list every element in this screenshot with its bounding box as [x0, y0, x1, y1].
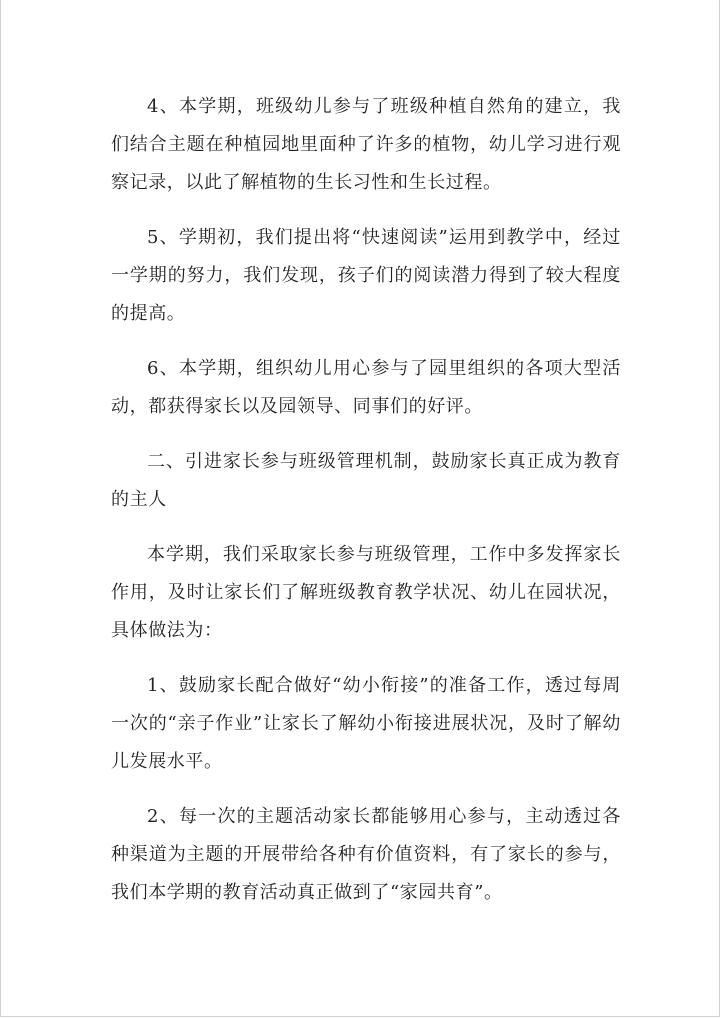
paragraph-item-5: 5、学期初，我们提出将“快速阅读”运用到教学中，经过一学期的努力，我们发现，孩子们的阅读潜力得到了较大程度的提高。	[111, 227, 621, 324]
document-body	[111, 88, 621, 929]
paragraph-item-4: 4、本学期，班级幼儿参与了班级种植自然角的建立，我们结合主题在种植园地里面种了许多的植物，幼儿学习进行观察记录，以此了解植物的生长习性和生长过程。	[111, 96, 621, 193]
paragraph-item-1: 1、鼓励家长配合做好“幼小衔接”的准备工作，透过每周一次的“亲子作业”让家长了解幼小衔接进展状况，及时了解幼儿发展水平。	[111, 675, 621, 772]
paragraph-item-2: 2、每一次的主题活动家长都能够用心参与，主动透过各种渠道为主题的开展带给各种有价值资料，有了家长的参与，我们本学期的教育活动真正做到了“家园共育”。	[111, 806, 621, 903]
section-heading: 二、引进家长参与班级管理机制，鼓励家长真正成为教育的主人	[111, 451, 621, 510]
section-intro-paragraph: 本学期，我们采取家长参与班级管理，工作中多发挥家长作用，及时让家长们了解班级教育教学状况、幼儿在园状况，具体做法为：	[111, 544, 621, 641]
paragraph-item-6: 6、本学期，组织幼儿用心参与了园里组织的各项大型活动，都获得家长以及园领导、同事们的好评。	[111, 358, 621, 417]
